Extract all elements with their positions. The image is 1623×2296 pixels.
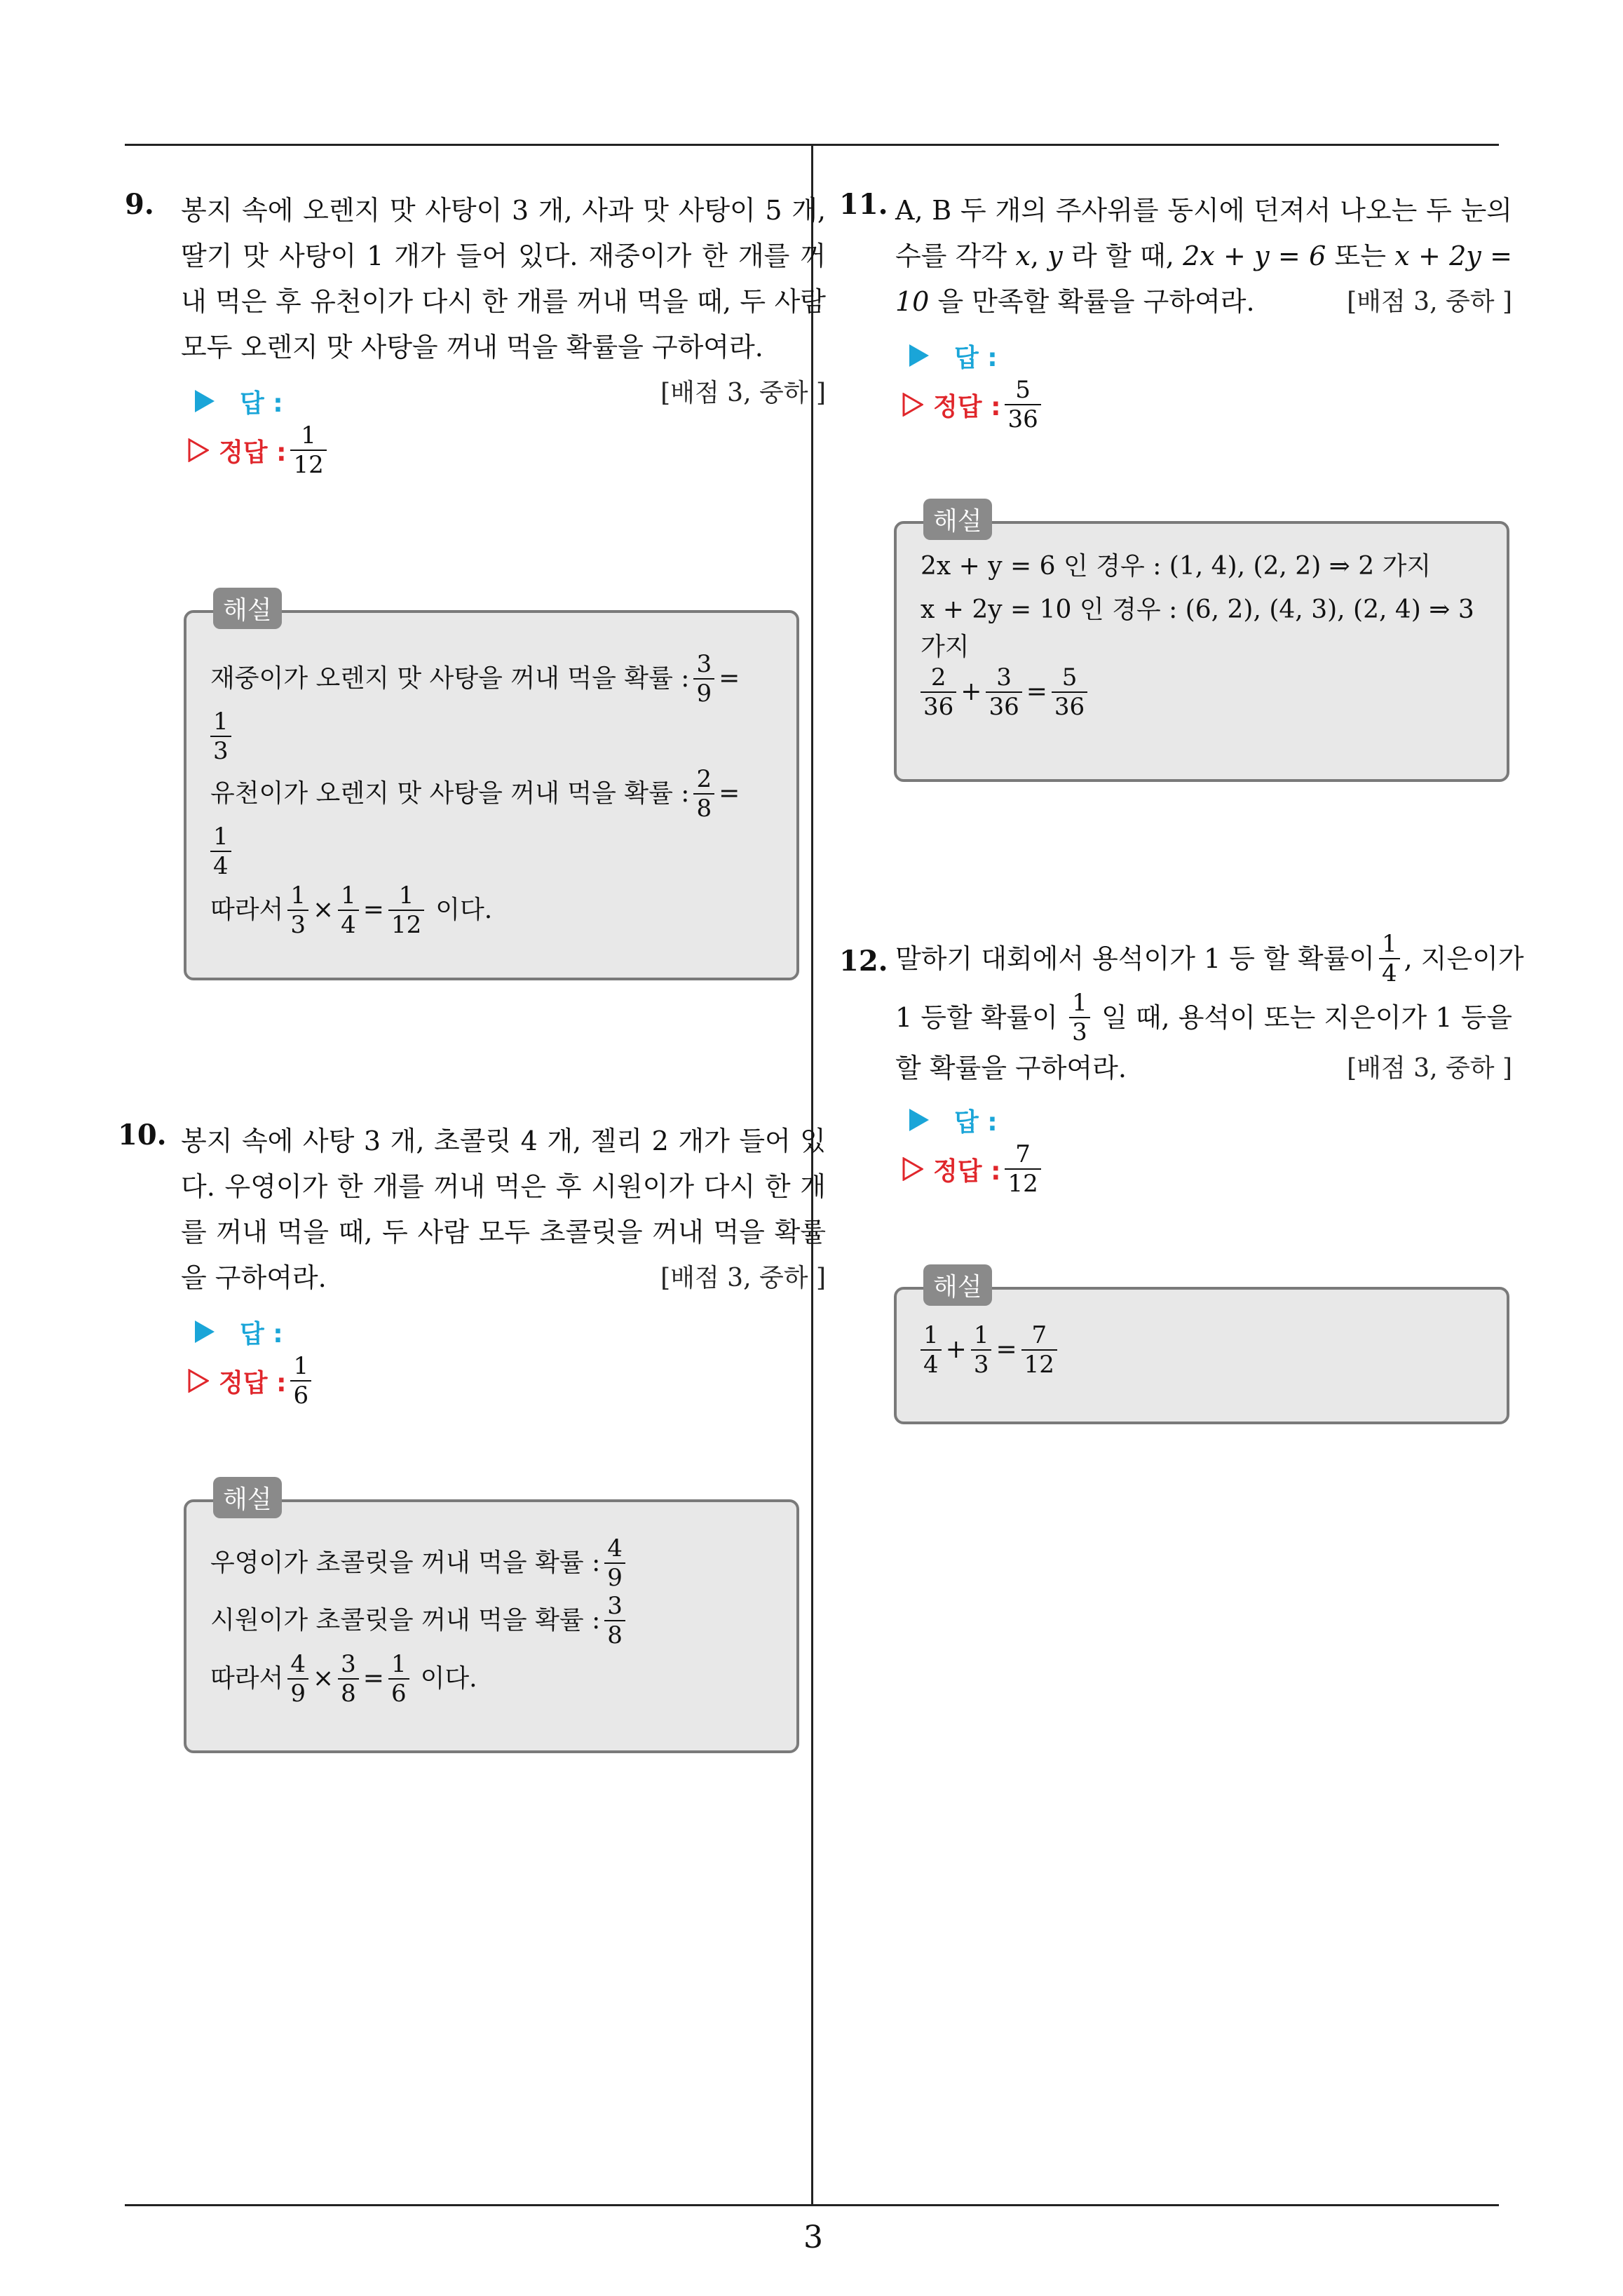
correct-answer-line — [895, 377, 1512, 433]
play-triangle-icon — [909, 344, 929, 367]
outline-triangle-icon — [902, 1157, 923, 1181]
problem-text: 봉지 속에 사탕 3 개, 초콜릿 4 개, 젤리 2 개가 들어 있다. 우영이가 한 개를 꺼내 먹은 후 시원이가 다시 한 개를 꺼내 먹을 때, 두 사람 모두 초콜릿을 꺼내 먹을 확률을 구하여라. [배점 3, 중하 ] — [181, 1119, 826, 1301]
explanation-tag: 해설 — [923, 1264, 992, 1306]
explanation-box-10: 해설 우영이가 초콜릿을 꺼내 먹을 확률 : $\frac{4}{9}$ 시원이가 초콜릿을 꺼내 먹을 확률 : $\frac{3}{8}$ 따라서 $\frac{4}{9}$ × $\frac{3}{8}$ = $\frac{1}{6}$ 이다. — [184, 1499, 799, 1753]
page-number: 3 — [803, 2220, 823, 2255]
correct-label: 정답 : — [933, 392, 1001, 421]
score-meta: [배점 3, 중하 ] — [1347, 288, 1512, 316]
problem-9 — [125, 188, 826, 479]
answer-label: 답 : — [240, 389, 283, 418]
answer-label: 답 : — [954, 343, 998, 372]
problem-number: 12. — [839, 945, 888, 978]
correct-label: 정답 : — [219, 1368, 287, 1398]
score-meta: [배점 3, 중하 ] — [1347, 1053, 1512, 1083]
outline-triangle-icon — [188, 1369, 209, 1393]
answer-line — [895, 1099, 1512, 1141]
correct-label: 정답 : — [933, 1156, 1001, 1186]
problem-10 — [118, 1119, 826, 1410]
correct-fraction: $\frac{1}{6}$ — [290, 1352, 311, 1410]
play-triangle-icon — [195, 390, 215, 412]
problem-text: A, B 두 개의 주사위를 동시에 던져서 나오는 두 눈의 수를 각각 x, y 라 할 때, 2x + y = 6 또는 x + 2y = 10 을 만족할 확률을 구하여라. [배점 3, 중하 ] — [895, 188, 1512, 325]
outline-triangle-icon — [902, 393, 923, 417]
problem-12 — [839, 929, 1524, 1198]
explanation-box-9: 해설 재중이가 오렌지 맛 사탕을 꺼내 먹을 확률 : $\frac{3}{9}$ = $\frac{1}{3}$ 유천이가 오렌지 맛 사탕을 꺼내 먹을 확률 : $\frac{2}{8}$ = $\frac{1}{4}$ 따라서 $\frac{1}{3}$ × $\frac{1}{4}$ = $\frac{1}{12}$ 이다. — [184, 610, 799, 980]
answer-block — [181, 1311, 826, 1409]
answer-label: 답 : — [240, 1319, 283, 1349]
play-triangle-icon — [909, 1109, 929, 1131]
explanation-tag: 해설 — [213, 588, 282, 629]
problem-11 — [839, 188, 1512, 433]
answer-block — [895, 1099, 1512, 1197]
correct-fraction: $\frac{1}{12}$ — [290, 421, 326, 479]
explanation-tag: 해설 — [213, 1477, 282, 1518]
explanation-box-11: 해설 2x + y = 6 인 경우 : (1, 4), (2, 2) ⇒ 2 가지 x + 2y = 10 인 경우 : (6, 2), (4, 3), (2, 4) ⇒ 3 가지 $\frac{2}{36}$ + $\frac{3}{36}$ = $\frac{5}{36}$ — [894, 521, 1509, 782]
outline-triangle-icon — [188, 438, 209, 462]
bottom-rule — [125, 2204, 1499, 2206]
correct-answer-line — [181, 422, 826, 478]
problem-number: 9. — [125, 188, 154, 221]
problem-text: 봉지 속에 오렌지 맛 사탕이 3 개, 사과 맛 사탕이 5 개, 딸기 맛 사탕이 1 개가 들어 있다. 재중이가 한 개를 꺼내 먹은 후 유천이가 다시 한 개를 꺼내 먹을 때, 두 사람 모두 오렌지 맛 사탕을 꺼내 먹을 확률을 구하여라. [배점 3, 중하 ] — [181, 188, 826, 370]
correct-answer-line — [895, 1141, 1512, 1197]
answer-label: 답 : — [954, 1107, 998, 1137]
problem-number: 10. — [118, 1119, 167, 1152]
explanation-box-12: 해설 $\frac{1}{4}$ + $\frac{1}{3}$ = $\frac{7}{12}$ — [894, 1287, 1509, 1424]
correct-answer-line — [181, 1353, 826, 1409]
play-triangle-icon — [195, 1321, 215, 1343]
answer-line — [895, 335, 1512, 377]
score-meta: [배점 3, 중하 ] — [660, 1264, 826, 1292]
correct-fraction: $\frac{5}{36}$ — [1005, 376, 1040, 433]
answer-block — [895, 335, 1512, 433]
problem-number: 11. — [839, 188, 888, 221]
correct-fraction: $\frac{7}{12}$ — [1005, 1140, 1040, 1198]
explanation-tag: 해설 — [923, 499, 992, 540]
score-meta: [배점 3, 중하 ] — [660, 379, 826, 407]
answer-line — [181, 1311, 826, 1353]
answer-line — [181, 380, 660, 422]
correct-label: 정답 : — [219, 438, 287, 467]
problem-text: 말하기 대회에서 용석이가 1 등 할 확률이 $\frac{1}{4}$ , 지은이가 1 등할 확률이 $\frac{1}{3}$ 일 때, 용석이 또는 지은이가 1 등을 할 확률을 구하여라. [배점 3, 중하 ] — [895, 929, 1512, 1089]
